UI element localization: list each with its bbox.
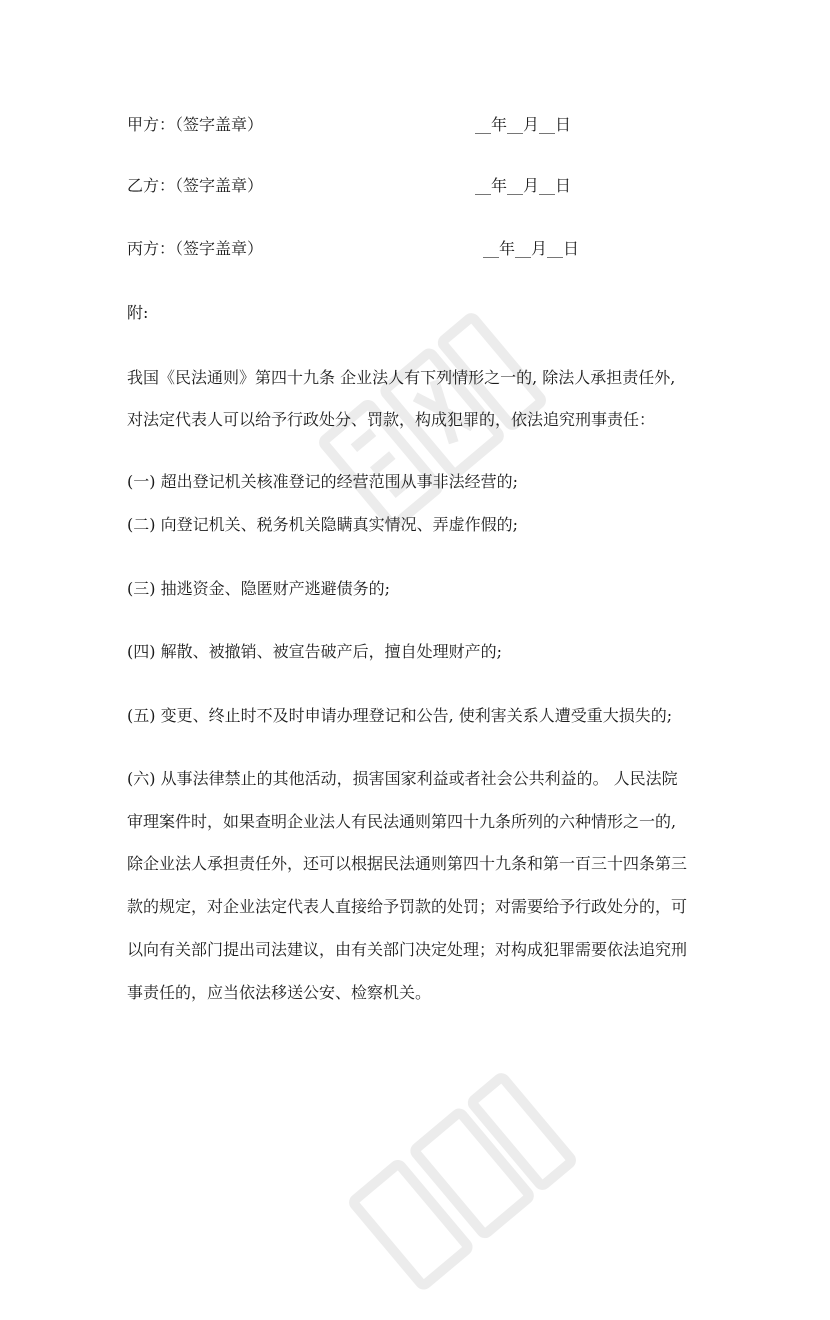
watermark-bottom <box>330 1060 590 1320</box>
list-item: (三) 抽逃资金、隐匿财产逃避债务的; <box>127 579 390 598</box>
signature-party-c: 丙方：（签字盖章） <box>127 239 264 258</box>
intro-line: 对法定代表人可以给予行政处分、罚款，构成犯罪的，依法追究刑事责任： <box>127 410 656 429</box>
list-item: (四) 解散、被撤销、被宣告破产后，擅自处理财产的; <box>127 642 502 661</box>
final-paragraph-line: 以向有关部门提出司法建议，由有关部门决定处理；对构成犯罪需要依法追究刑 <box>127 940 688 959</box>
list-item: (一) 超出登记机关核准登记的经营范围从事非法经营的; <box>127 472 518 491</box>
appendix-label: 附: <box>127 303 149 322</box>
final-paragraph-line: (六) 从事法律禁止的其他活动，损害国家利益或者社会公共利益的。 人民法院 <box>127 769 678 788</box>
list-item: (二) 向登记机关、税务机关隐瞒真实情况、弄虚作假的; <box>127 515 518 534</box>
final-paragraph-line: 审理案件时，如果查明企业法人有民法通则第四十九条所列的六种情形之一的, <box>127 812 677 831</box>
final-paragraph-line: 事责任的，应当依法移送公安、检察机关。 <box>127 983 432 1002</box>
signature-date-b: __年__月__日 <box>475 176 572 195</box>
final-paragraph-line: 除企业法人承担责任外，还可以根据民法通则第四十九条和第一百三十四条第三 <box>127 854 688 873</box>
list-item: (五) 变更、终止时不及时申请办理登记和公告, 使利害关系人遭受重大损失的; <box>127 706 673 725</box>
signature-date-c: __年__月__日 <box>483 239 580 258</box>
signature-party-b: 乙方：（签字盖章） <box>127 176 264 195</box>
signature-party-a: 甲方：（签字盖章） <box>127 115 264 134</box>
final-paragraph-line: 款的规定，对企业法定代表人直接给予罚款的处罚；对需要给予行政处分的，可 <box>127 897 688 916</box>
signature-date-a: __年__月__日 <box>475 115 572 134</box>
intro-line: 我国《民法通则》第四十九条 企业法人有下列情形之一的, 除法人承担责任外, <box>127 368 676 387</box>
